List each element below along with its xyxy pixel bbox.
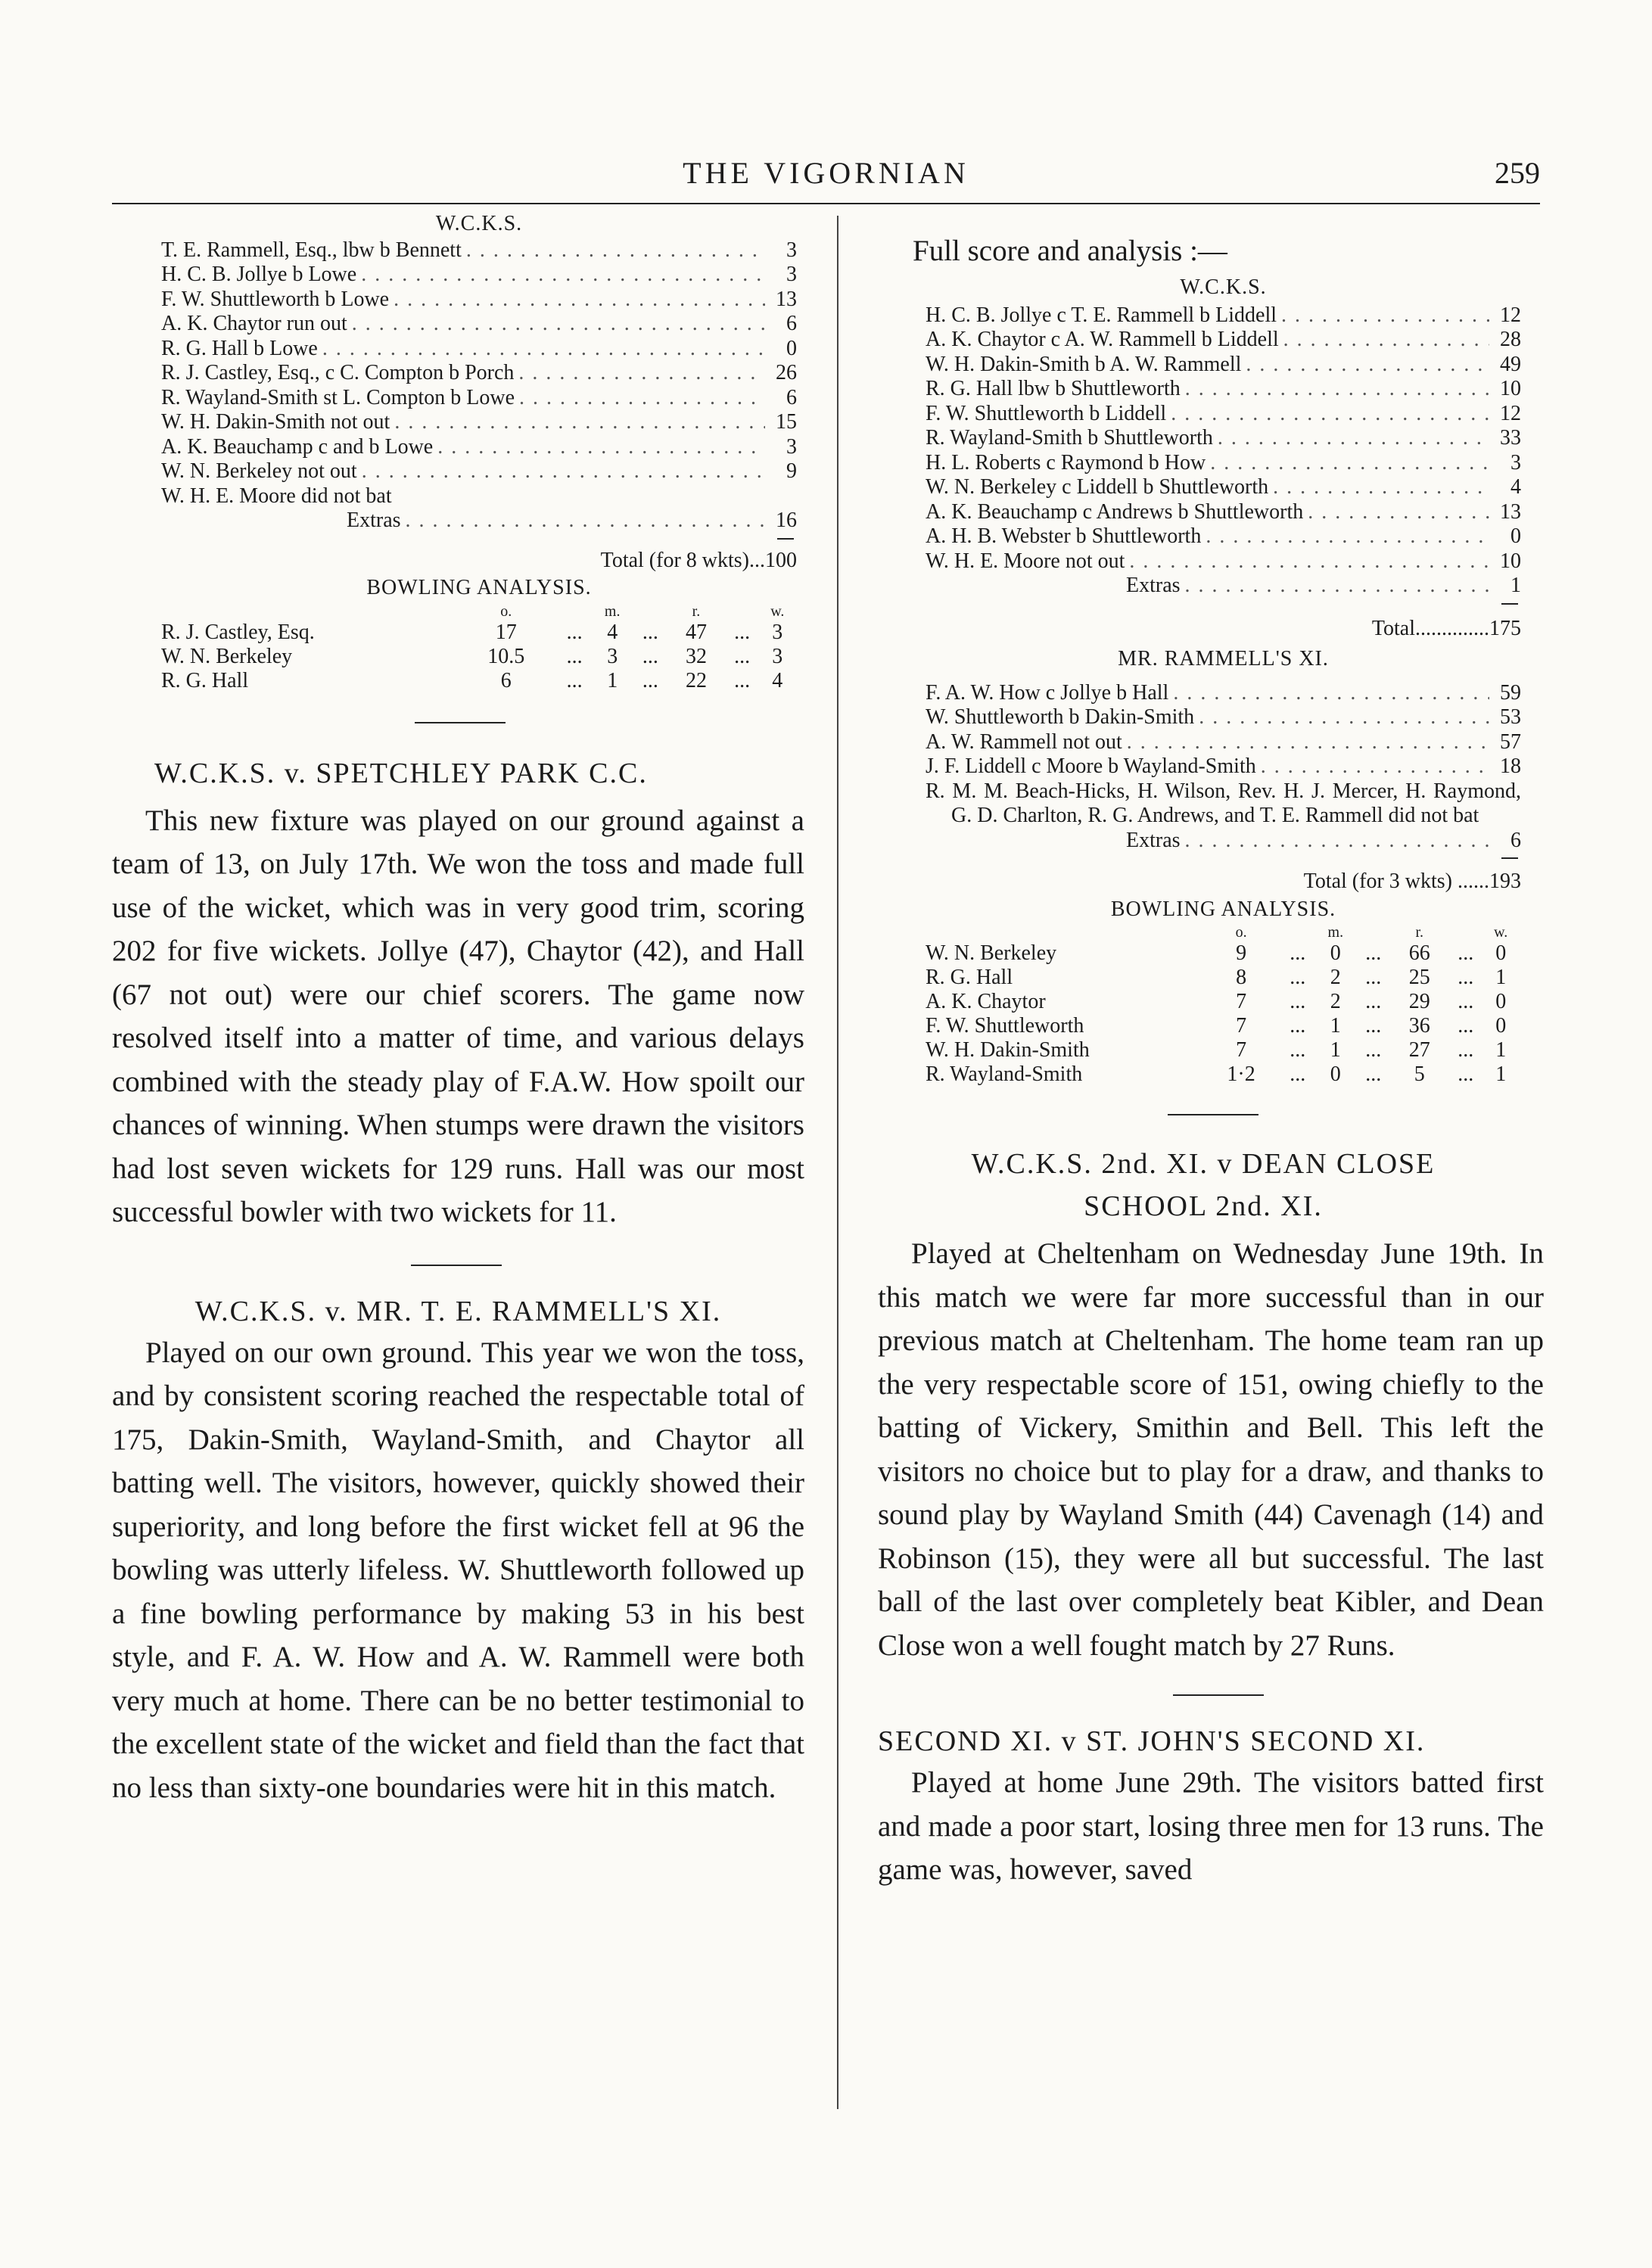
batting-row [926,451,1521,476]
batting-row [926,303,1521,328]
runs: 12 [1500,401,1521,425]
section-body: Played on our own ground. This year we won the toss, and by consistent scoring reached the respectable total of 175, Dakin-Smith, Wayland-Smith, and Chaytor all batting well. The visitors, however, quickly showed their superiority, and long before the first wicket fell at 96 the bowling was utterly lifeless. W. Shuttleworth followed up a fine bowling performance by making 53 in his best style, and F. A. W. How and A. W. Rammell were both very much at home. There can be no better testimonial to the excellent state of the wicket and field than the fact that no less than sixty-one boundaries were hit in this match. [112,1336,804,1804]
runs: 12 [1500,303,1521,327]
extras-value: 1 [1510,574,1521,597]
runs: 49 [1500,352,1521,376]
leader-dots: ... [566,644,583,668]
bowling-column-header: w. [1494,924,1508,941]
batsman-entry: W. H. E. Moore not out [926,549,1125,573]
scorecard-team: W.C.K.S. [435,212,523,235]
batsman-entry: H. C. B. Jollye b Lowe [161,263,357,286]
bowling-o: 1·2 [1227,1062,1255,1086]
batsman-entry: A. K. Chaytor run out [161,312,347,335]
running-title: THE VIGORNIAN [683,156,969,190]
leader-dots: ... [642,620,658,644]
batting-row [161,361,797,386]
total: Total (for 8 wkts)...100 [600,548,797,572]
bowling-row [161,669,797,693]
batsman-entry: R. Wayland-Smith b Shuttleworth [926,426,1213,450]
leader-dots: ... [734,668,751,692]
bowling-r: 22 [685,668,707,692]
batting-row [926,328,1521,353]
runs: 9 [786,459,797,483]
bowling-r: 32 [685,644,707,668]
batting-row [926,353,1521,378]
bowling-row [926,966,1521,990]
runs: 26 [776,361,797,384]
bowling-o: 6 [500,668,512,692]
batsman-entry: F. A. W. How c Jollye b Hall [926,680,1169,705]
batsman-entry: A. K. Beauchamp c Andrews b Shuttleworth [926,499,1304,524]
bowling-title: BOWLING ANALYSIS. [366,576,592,599]
bowler-name: W. N. Berkeley [161,644,293,668]
runs: 53 [1500,705,1521,729]
batsman-entry: W. N. Berkeley not out [161,459,357,483]
batting-row [161,386,797,411]
batsman-entry: T. E. Rammell, Esq., lbw b Bennett [161,238,462,262]
leader-dots: ... [566,668,583,692]
bowling-m: 2 [1330,966,1341,989]
bowling-row [161,645,797,669]
batting-row [926,730,1521,755]
leader-dots: ... [1458,1062,1474,1086]
left-column [112,212,804,1809]
batting-row [926,754,1521,779]
batting-row [161,337,797,362]
runs: 10 [1500,377,1521,400]
bowling-row [926,1014,1521,1038]
leader-dots: ... [566,620,583,644]
runs: 3 [1510,450,1521,474]
bowling-w: 1 [1495,966,1507,989]
bowling-w: 0 [1495,941,1507,965]
runs: 3 [786,263,797,286]
extras-value: 6 [1510,828,1521,852]
batting-row [161,238,797,263]
header-rule [112,203,1540,204]
bowler-name: W. N. Berkeley [926,941,1057,965]
bowling-m: 0 [1330,1062,1341,1086]
batsman-entry: A. W. Rammell not out [926,730,1122,754]
bowling-r: 47 [685,620,707,644]
leader-dots: ... [734,644,751,668]
batting-row [926,705,1521,730]
bowling-w: 1 [1495,1062,1507,1086]
leader-dots: ... [1365,966,1382,989]
bowling-r: 66 [1408,941,1430,965]
section-heading: W.C.K.S. v. SPETCHLEY PARK C.C. [154,757,648,789]
page-header [112,155,1540,201]
scorecard-team: W.C.K.S. [1180,275,1267,299]
bowling-column-header: r. [692,602,701,620]
bowling-column-header: o. [500,602,512,620]
bowling-column-header: m. [1327,924,1344,941]
bowler-name: R. J. Castley, Esq. [161,620,315,644]
total: Total..............175 [1371,616,1521,640]
bowling-header-row [926,923,1521,941]
bowling-column-header: o. [1235,924,1247,941]
batsman-entry: H. L. Roberts c Raymond b How [926,450,1206,474]
bowler-name: F. W. Shuttleworth [926,1014,1084,1038]
bowling-row [926,941,1521,966]
bowling-w: 4 [772,668,783,692]
leader-dots: ... [1365,1038,1382,1062]
batting-row [926,549,1521,574]
section-heading: W.C.K.S. v. MR. T. E. RAMMELL'S XI. [194,1295,722,1327]
scorecard-wcks [926,275,1521,1087]
column-divider [837,216,838,2109]
bowling-table [926,923,1521,1087]
bowling-w: 1 [1495,1038,1507,1062]
runs: 10 [1500,549,1521,573]
batting-row [926,475,1521,500]
bowling-row [926,990,1521,1014]
bowling-o: 7 [1236,990,1247,1013]
leader-dots: ... [1365,1062,1382,1086]
batting-row [926,500,1521,525]
batsman-entry: R. G. Hall lbw b Shuttleworth [926,377,1181,400]
extras-row [926,829,1521,854]
bowler-name: A. K. Chaytor [926,990,1046,1013]
leader-dots: ... [1458,1038,1474,1062]
bowling-o: 17 [495,620,517,644]
bowling-column-header: m. [604,602,621,620]
batting-row [926,402,1521,427]
bowling-m: 1 [1330,1038,1341,1062]
bowler-name: R. G. Hall [926,966,1013,989]
scorecard-wcks [161,212,797,693]
bowling-r: 29 [1408,990,1430,1013]
runs: 13 [1500,499,1521,524]
extras-row [926,574,1521,599]
leader-dots: ... [642,668,658,692]
runs: 57 [1500,730,1521,754]
total-rule [161,534,797,544]
batsman-entry: W. N. Berkeley c Liddell b Shuttleworth [926,475,1269,499]
bowling-m: 2 [1330,990,1341,1013]
leader-dots: ... [734,620,751,644]
bowler-name: R. Wayland-Smith [926,1062,1083,1086]
batting-row [926,681,1521,706]
leader-dots: ... [1290,990,1306,1013]
bowling-m: 1 [1330,1014,1341,1038]
bowling-r: 5 [1414,1062,1425,1086]
section-heading: W.C.K.S. 2nd. XI. v DEAN CLOSE SCHOOL 2nd. XI. [971,1148,1436,1222]
extras-value: 16 [776,509,797,532]
runs: 0 [786,336,797,360]
bowling-r: 25 [1408,966,1430,989]
batsman-entry: A. H. B. Webster b Shuttleworth [926,524,1202,548]
runs: 28 [1500,328,1521,351]
batting-row [926,524,1521,549]
batting-row [161,410,797,435]
extras-label: Extras [347,509,401,532]
batting-list [161,238,797,484]
batting-row [926,377,1521,402]
leader-dots: ... [1290,1062,1306,1086]
leader-dots: ... [1458,941,1474,965]
leader-dots: ... [1458,990,1474,1013]
section-body: Played at home June 29th. The visitors batted first and made a poor start, losing three men for 13 runs. The game was, however, saved [878,1766,1544,1886]
runs: 6 [786,385,797,409]
leader-dots: ... [1290,1038,1306,1062]
section-body: Played at Cheltenham on Wednesday June 19th. In this match we were far more successful than in our previous match at Cheltenham. The home team ran up the very respectable score of 151, owing chiefly to the batting of Vickery, Smithin and Bell. This left the visitors no choice but to play for a draw, and thanks to sound play by Wayland Smith (44) Cavenagh (14) and Robinson (15), they were all but successful. The last ball of the last over completely beat Kibler, and Dean Close won a well fought match by 27 Runs. [878,1237,1544,1662]
runs: 3 [786,434,797,459]
batting-row [161,288,797,313]
leader-dots: ... [1290,966,1306,989]
bowling-r: 36 [1408,1014,1430,1038]
extras-label: Extras [1126,574,1181,597]
bowling-m: 1 [607,668,618,692]
batting-list [926,681,1521,779]
bowling-column-header: w. [770,602,785,620]
bowling-column-header: r. [1415,924,1424,941]
runs: 3 [786,238,797,262]
bowler-name: W. H. Dakin-Smith [926,1038,1090,1062]
section-heading: SECOND XI. v ST. JOHN'S SECOND XI. [878,1725,1426,1757]
batting-row [161,263,797,288]
runs: 6 [786,312,797,335]
leader-dots: ... [1290,941,1306,965]
runs: 4 [1510,475,1521,499]
leader-dots: ... [1365,1014,1382,1038]
batsman-entry: W. Shuttleworth b Dakin-Smith [926,705,1195,729]
bowling-m: 3 [607,644,618,668]
leader-dots: ... [642,644,658,668]
batsman-entry: W. H. Dakin-Smith b A. W. Rammell [926,352,1242,376]
runs: 33 [1500,426,1521,450]
bowling-w: 3 [772,620,783,644]
batsman-entry: R. G. Hall b Lowe [161,336,318,360]
bowling-table [161,602,797,693]
leader-dots: ... [1458,1014,1474,1038]
batsman-entry: F. W. Shuttleworth b Lowe [161,287,390,311]
batting-list [926,303,1521,574]
bowling-m: 0 [1330,941,1341,965]
runs: 59 [1500,680,1521,705]
bowling-o: 10.5 [487,644,525,668]
bowling-row [926,1038,1521,1062]
did-not-bat: R. M. M. Beach-Hicks, H. Wilson, Rev. H. J. Mercer, H. Raymond, G. D. Charlton, R. G. Andrews, and T. E. Rammell did not bat [926,779,1521,827]
leader-dots: ... [1365,990,1382,1013]
batsman-entry: A. K. Beauchamp c and b Lowe [161,434,434,459]
batsman-entry: H. C. B. Jollye c T. E. Rammell b Liddell [926,303,1277,327]
leader-dots: ... [1365,941,1382,965]
batsman-entry: R. Wayland-Smith st L. Compton b Lowe [161,385,515,409]
leader-dots: ... [1290,1014,1306,1038]
bowler-name: R. G. Hall [161,668,249,692]
bowling-header-row [161,602,797,621]
batting-row [926,426,1521,451]
batsman-entry: A. K. Chaytor c A. W. Rammell b Liddell [926,328,1279,351]
total-rule [926,599,1521,609]
bowling-row [161,621,797,645]
bowling-m: 4 [607,620,618,644]
batting-row [161,459,797,484]
batting-row [161,312,797,337]
bowling-o: 7 [1236,1014,1247,1038]
bowling-o: 8 [1236,966,1247,989]
total: Total (for 3 wkts) ......193 [1303,870,1521,893]
page-number: 259 [1495,156,1540,190]
bowling-o: 9 [1236,941,1247,965]
bowling-r: 27 [1408,1038,1430,1062]
scorecard-team: MR. RAMMELL'S XI. [1118,647,1329,670]
leader-dots: ... [1458,966,1474,989]
bowling-o: 7 [1236,1038,1247,1062]
bowling-w: 0 [1495,990,1507,1013]
did-not-bat: W. H. E. Moore did not bat [161,484,392,508]
batsman-entry: W. H. Dakin-Smith not out [161,410,390,434]
extras-label: Extras [1126,828,1181,852]
batsman-entry: R. J. Castley, Esq., c C. Compton b Porch [161,361,515,384]
bowling-w: 0 [1495,1014,1507,1038]
runs: 18 [1500,754,1521,778]
right-column [878,212,1544,1892]
extras-row [161,509,797,534]
total-rule [926,853,1521,863]
runs: 13 [776,287,797,311]
section-body: This new fixture was played on our ground against a team of 13, on July 17th. We won the toss and made full use of the wicket, which was in very good trim, scoring 202 for five wickets. Jollye (47), Chaytor (42), and Hall (67 not out) were our chief scorers. The game now resolved itself into a matter of time, and various delays combined with the steady play of F.A.W. How spoilt our chances of winning. When stumps were drawn the visitors had lost seven wickets for 129 runs. Hall was our most successful bowler with two wickets for 11. [112,804,804,1228]
batting-row [161,435,797,460]
intro-line: Full score and analysis :— [913,235,1227,267]
bowling-row [926,1062,1521,1087]
runs: 0 [1510,524,1521,548]
batsman-entry: F. W. Shuttleworth b Liddell [926,401,1167,425]
bowling-w: 3 [772,644,783,668]
bowling-title: BOWLING ANALYSIS. [1110,897,1336,921]
batsman-entry: J. F. Liddell c Moore b Wayland-Smith [926,754,1256,778]
runs: 15 [776,410,797,434]
